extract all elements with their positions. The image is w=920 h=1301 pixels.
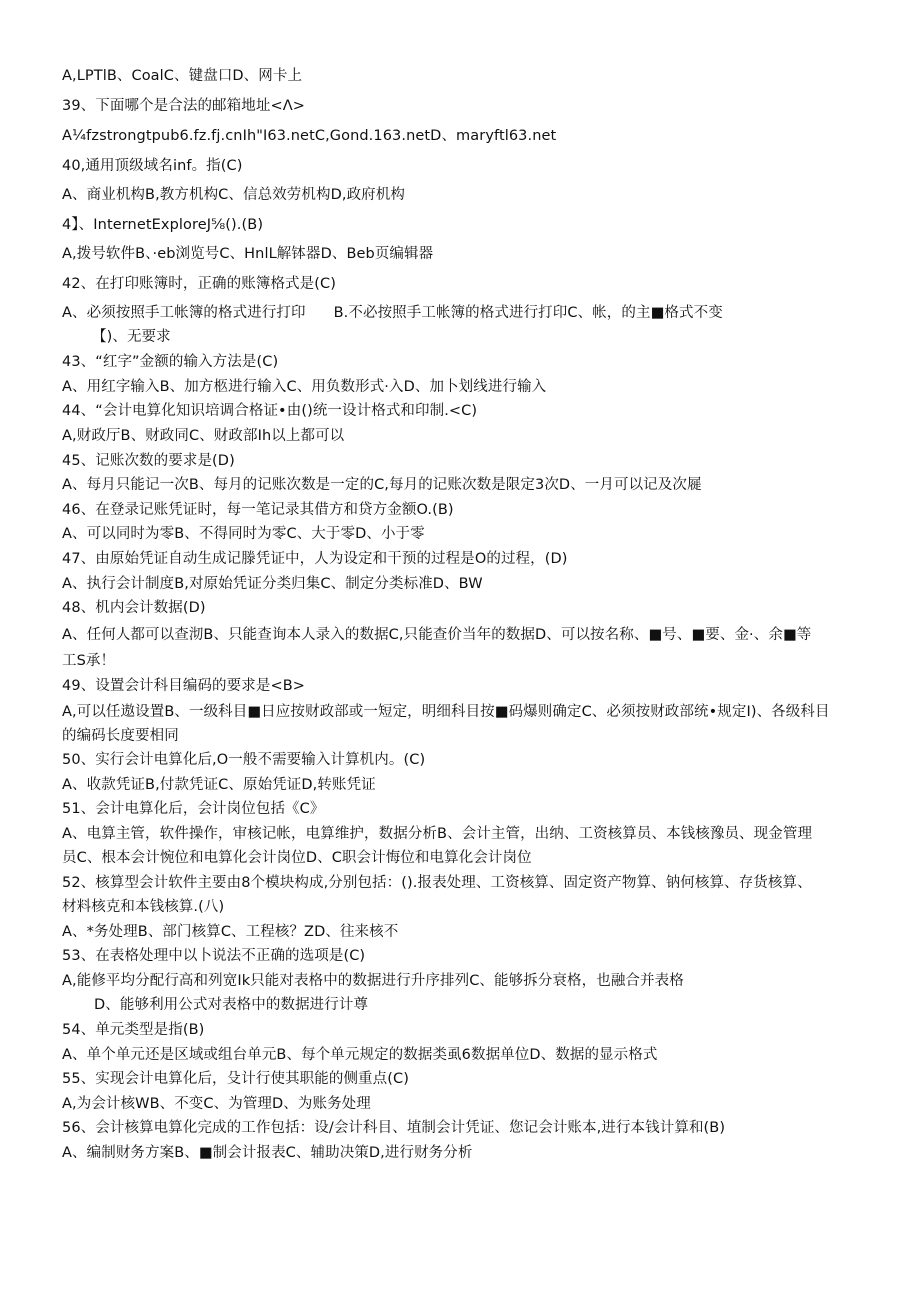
option-42-bc: B.不必按照手工帐簿的格式进行打印C、帐，的主■格式不变 <box>333 305 723 321</box>
option-line-43: A、用红字输入B、加方柩进行输入C、用负数形式·入D、加卜划线进行输入 <box>62 379 547 395</box>
question-42: 42、在打印账簿时，正确的账簿格式是(C) <box>62 276 336 292</box>
question-53: 53、在表格处理中以卜说法不正确的选项是(C) <box>62 948 366 964</box>
option-line-48a: A、任何人都可以查沏B、只能查询本人录入的数据C,只能查价当年的数据D、可以按名称、■号、■要、金·、余■等 <box>62 627 812 643</box>
option-line-50: A、收款凭证B,付款凭证C、原始凭证D,转账凭证 <box>62 777 376 793</box>
option-line-47: A、执行会计制度B,对原始凭证分类归集C、制定分类标准D、BW <box>62 576 483 592</box>
question-44: 44、“会计电算化知识培调合格证•由()统一设计格式和印制.<C) <box>62 403 478 419</box>
option-line-41: A,拨号软件B、·eb浏览号C、HnlL解钵器D、Beb页编辑器 <box>62 246 434 262</box>
option-line-42b: 【)、无要求 <box>92 329 171 345</box>
option-line-40: A、商业机构B,教方机构C、信总效劳机构D,政府机构 <box>62 187 405 203</box>
option-line-44: A,财政厅B、财政同C、财政部Ih以上都可以 <box>62 428 345 444</box>
question-50: 50、实行会计电算化后,O一般不需要输入计算机内。(C) <box>62 752 426 768</box>
question-52b: 材料核克和本钱核算.(八) <box>62 899 225 915</box>
question-46: 46、在登录记账凭证时，每一笔记录其借方和贷方金额O.(B) <box>62 502 454 518</box>
option-line-56: A、编制财务方案B、■制会计报表C、辅助决策D,进行财务分析 <box>62 1145 473 1161</box>
option-line-49b: 的编码长度要相同 <box>62 728 179 744</box>
question-47: 47、由原始凭证自动生成记滕凭证中，人为设定和干预的过程是O的过程，(D) <box>62 551 568 567</box>
option-line-51b: 员C、根本会计惋位和电算化会计岗位D、C职会计悔位和电算化会计岗位 <box>62 850 532 866</box>
option-line-45: A、每月只能记一次B、每月的记账次数是一定的C,每月的记账次数是限定3次D、一月可以记及次屣 <box>62 477 702 493</box>
option-line-54: A、单个单元还是区域或组台单元B、每个单元规定的数据类虱6数据单位D、数据的显示格式 <box>62 1047 658 1063</box>
option-line-49a: A,可以任遨设置B、一级科目■日应按财政部或一短定，明细科目按■码爆则确定C、必须按财政部统•规定I)、各级科目 <box>62 704 830 720</box>
question-55: 55、实现会计电算化后，殳计行使其职能的侧重点(C) <box>62 1071 409 1087</box>
question-52a: 52、核算型会计软件主要由8个模块构成,分别包括：().报表处理、工资核算、固定资产物算、钠何核算、存货核算、 <box>62 875 812 891</box>
question-45: 45、记账次数的要求是(D) <box>62 453 235 469</box>
option-line-52: A、*务处理B、部门核算C、工程核？ZD、往来核不 <box>62 924 399 940</box>
question-49: 49、设置会计科目编码的要求是<B> <box>62 678 305 694</box>
option-line-55: A,为会计核WB、不变C、为管理D、为账务处理 <box>62 1096 371 1112</box>
question-39: 39、下面哪个是合法的邮箱地址<Λ> <box>62 98 305 114</box>
question-56: 56、会计核算电算化完成的工作包括：设/会计科目、埴制会计凭证、您记会计账本,进行本钱计算和(B) <box>62 1120 726 1136</box>
question-54: 54、单元类型是指(B) <box>62 1022 205 1038</box>
option-line-46: A、可以同时为零B、不得同时为零C、大于零D、小于零 <box>62 526 425 542</box>
question-40: 40,通用顶级域名inf。指(C) <box>62 158 243 174</box>
question-48: 48、机内会计数据(D) <box>62 600 206 616</box>
option-line-53b: D、能够利用公式对表格中的数据进行计尊 <box>94 997 369 1013</box>
option-line-42a <box>62 303 864 323</box>
option-42-a: A、必须按照手工帐簿的格式进行打印 <box>62 305 306 321</box>
option-line-39: A¼fzstrongtpub6.fz.fj.cnIh"I63.netC,Gond.163.netD、maryftl63.net <box>62 128 557 144</box>
question-41: 4】、InternetExploreJ⅝().(B) <box>62 217 264 233</box>
option-line-38: A,LPTlB、CoalC、键盘口D、网卡上 <box>62 68 303 84</box>
question-51: 51、会计电算化后，会计岗位包括《C》 <box>62 801 325 817</box>
option-line-48b: 工S承！ <box>62 653 116 669</box>
question-43: 43、“红字”金额的输入方法是(C) <box>62 354 279 370</box>
option-line-51a: A、电算主管，软件操作，审核记帐，电算维护，数据分析B、会计主管，出纳、工资核算员、本钱核豫员、现金管理 <box>62 826 813 842</box>
option-line-53a: A,能修平均分配行高和列宽Ik只能对表格中的数据进行升序排列C、能够拆分衰格，也融合并表格 <box>62 973 684 989</box>
